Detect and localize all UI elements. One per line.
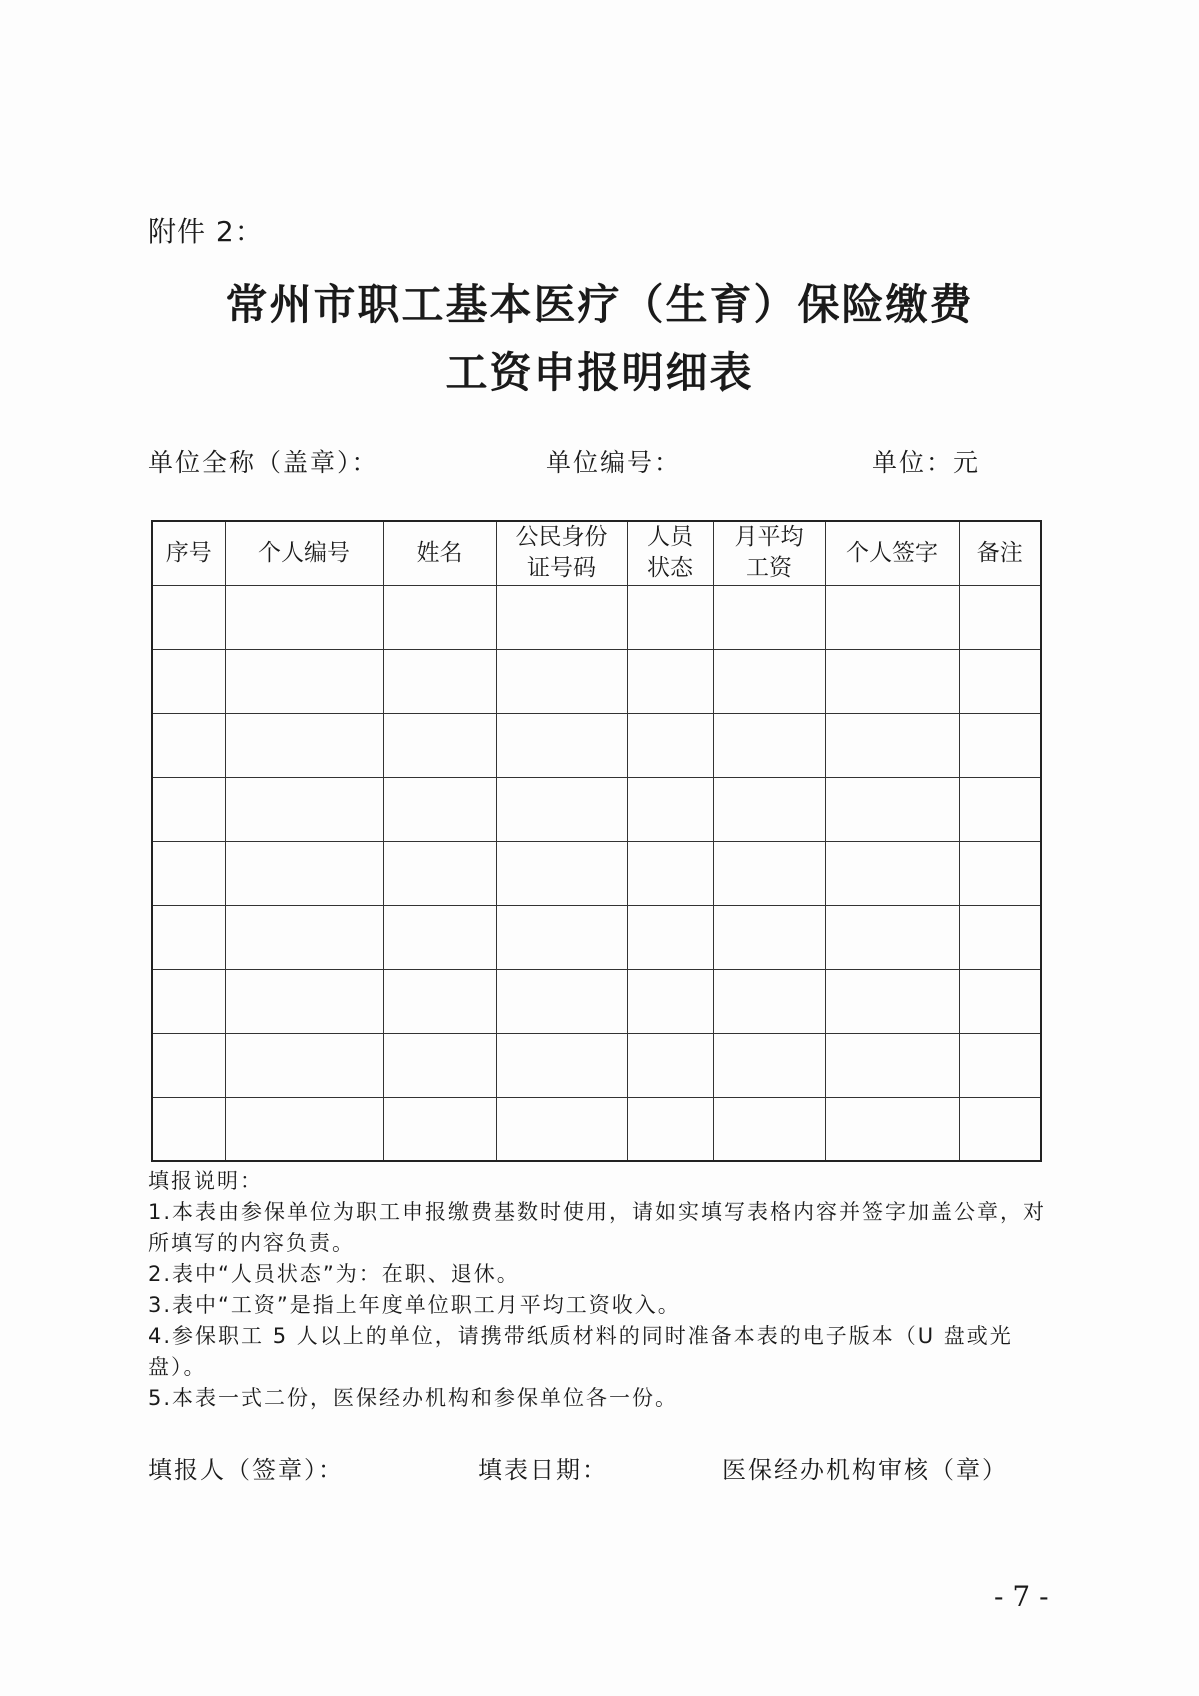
instruction-item: 2.表中“人员状态”为：在职、退休。 xyxy=(148,1262,520,1286)
table-cell[interactable] xyxy=(825,713,959,777)
attachment-label: 附件 2： xyxy=(148,215,264,248)
table-row xyxy=(152,649,1041,713)
table-cell[interactable] xyxy=(825,777,959,841)
table-cell[interactable] xyxy=(496,713,627,777)
table-cell[interactable] xyxy=(959,777,1041,841)
unit-name-label: 单位全称（盖章）： xyxy=(148,448,379,477)
table-cell[interactable] xyxy=(959,713,1041,777)
table-row xyxy=(152,777,1041,841)
table-cell[interactable] xyxy=(496,905,627,969)
table-cell[interactable] xyxy=(959,841,1041,905)
table-cell[interactable] xyxy=(225,585,383,649)
table-cell[interactable] xyxy=(627,841,713,905)
table-cell[interactable] xyxy=(825,1033,959,1097)
unit-number-label: 单位编号： xyxy=(546,448,682,477)
table-cell[interactable] xyxy=(152,905,225,969)
table-cell[interactable] xyxy=(152,1033,225,1097)
table-row xyxy=(152,713,1041,777)
table-cell[interactable] xyxy=(627,777,713,841)
table-cell[interactable] xyxy=(825,1097,959,1161)
table-header-row xyxy=(152,521,1041,585)
table-row xyxy=(152,969,1041,1033)
table-row xyxy=(152,841,1041,905)
table-cell[interactable] xyxy=(152,841,225,905)
table-cell[interactable] xyxy=(225,969,383,1033)
table-cell[interactable] xyxy=(383,969,496,1033)
table-cell[interactable] xyxy=(383,1097,496,1161)
filling-instructions xyxy=(148,1166,1053,1414)
document-title-line-1: 常州市职工基本医疗（生育）保险缴费 xyxy=(225,280,974,329)
table-cell[interactable] xyxy=(713,585,825,649)
table-cell[interactable] xyxy=(496,777,627,841)
table-cell[interactable] xyxy=(383,777,496,841)
table-cell[interactable] xyxy=(225,649,383,713)
header-personal-signature: 个人签字 xyxy=(825,521,959,585)
table-cell[interactable] xyxy=(496,649,627,713)
table-cell[interactable] xyxy=(225,777,383,841)
table-cell[interactable] xyxy=(152,713,225,777)
table-cell[interactable] xyxy=(225,1033,383,1097)
table-cell[interactable] xyxy=(383,1033,496,1097)
table-cell[interactable] xyxy=(959,1033,1041,1097)
table-cell[interactable] xyxy=(152,649,225,713)
table-cell[interactable] xyxy=(496,969,627,1033)
table-cell[interactable] xyxy=(959,1097,1041,1161)
document-title-line-2: 工资申报明细表 xyxy=(445,348,754,397)
table-row xyxy=(152,905,1041,969)
instruction-item: 1.本表由参保单位为职工申报缴费基数时使用，请如实填写表格内容并签字加盖公章，对所填写的内容负责。 xyxy=(148,1200,1047,1255)
table-cell[interactable] xyxy=(825,585,959,649)
table-cell[interactable] xyxy=(825,841,959,905)
header-personal-id: 个人编号 xyxy=(225,521,383,585)
table-cell[interactable] xyxy=(627,969,713,1033)
table-cell[interactable] xyxy=(627,585,713,649)
currency-label: 单位：元 xyxy=(872,448,981,477)
table-cell[interactable] xyxy=(627,1033,713,1097)
table-cell[interactable] xyxy=(825,969,959,1033)
page-number: - 7 - xyxy=(994,1580,1049,1613)
table-body xyxy=(152,585,1041,1161)
table-cell[interactable] xyxy=(713,905,825,969)
table-cell[interactable] xyxy=(383,649,496,713)
table-cell[interactable] xyxy=(152,585,225,649)
table-cell[interactable] xyxy=(825,649,959,713)
table-cell[interactable] xyxy=(713,969,825,1033)
instruction-item: 5.本表一式二份，医保经办机构和参保单位各一份。 xyxy=(148,1386,679,1410)
header-personnel-status: 人员 状态 xyxy=(627,521,713,585)
header-serial-number: 序号 xyxy=(152,521,225,585)
header-citizen-id-number: 公民身份 证号码 xyxy=(496,521,627,585)
table-cell[interactable] xyxy=(713,1097,825,1161)
header-monthly-average-salary: 月平均 工资 xyxy=(713,521,825,585)
table-cell[interactable] xyxy=(627,1097,713,1161)
table-cell[interactable] xyxy=(152,777,225,841)
table-cell[interactable] xyxy=(496,841,627,905)
table-cell[interactable] xyxy=(959,969,1041,1033)
table-cell[interactable] xyxy=(496,585,627,649)
table-cell[interactable] xyxy=(713,713,825,777)
table-cell[interactable] xyxy=(152,1097,225,1161)
table-cell[interactable] xyxy=(383,585,496,649)
salary-declaration-table xyxy=(151,520,1042,1162)
table-cell[interactable] xyxy=(225,713,383,777)
instruction-item: 4.参保职工 5 人以上的单位，请携带纸质材料的同时准备本表的电子版本（U 盘或光盘）。 xyxy=(148,1324,1013,1379)
table-cell[interactable] xyxy=(225,905,383,969)
table-cell[interactable] xyxy=(713,841,825,905)
instruction-item: 3.表中“工资”是指上年度单位职工月平均工资收入。 xyxy=(148,1293,681,1317)
header-remarks: 备注 xyxy=(959,521,1041,585)
table-cell[interactable] xyxy=(152,969,225,1033)
table-cell[interactable] xyxy=(713,777,825,841)
table-row xyxy=(152,585,1041,649)
table-cell[interactable] xyxy=(225,1097,383,1161)
table-cell[interactable] xyxy=(959,905,1041,969)
table-cell[interactable] xyxy=(959,649,1041,713)
table-cell[interactable] xyxy=(627,905,713,969)
table-cell[interactable] xyxy=(825,905,959,969)
table-cell[interactable] xyxy=(713,649,825,713)
table-cell[interactable] xyxy=(383,905,496,969)
table-cell[interactable] xyxy=(627,713,713,777)
table-cell[interactable] xyxy=(496,1097,627,1161)
table-cell[interactable] xyxy=(383,841,496,905)
table-cell[interactable] xyxy=(959,585,1041,649)
header-name: 姓名 xyxy=(383,521,496,585)
table-cell[interactable] xyxy=(383,713,496,777)
table-row xyxy=(152,1097,1041,1161)
fill-date-label: 填表日期： xyxy=(478,1456,608,1484)
agency-audit-label: 医保经办机构审核（章） xyxy=(722,1456,1008,1484)
table-cell[interactable] xyxy=(627,649,713,713)
table-row xyxy=(152,1033,1041,1097)
table-cell[interactable] xyxy=(713,1033,825,1097)
instructions-heading: 填报说明： xyxy=(148,1169,263,1193)
filler-signature-label: 填报人（签章）： xyxy=(148,1456,344,1484)
table-cell[interactable] xyxy=(496,1033,627,1097)
table-cell[interactable] xyxy=(225,841,383,905)
